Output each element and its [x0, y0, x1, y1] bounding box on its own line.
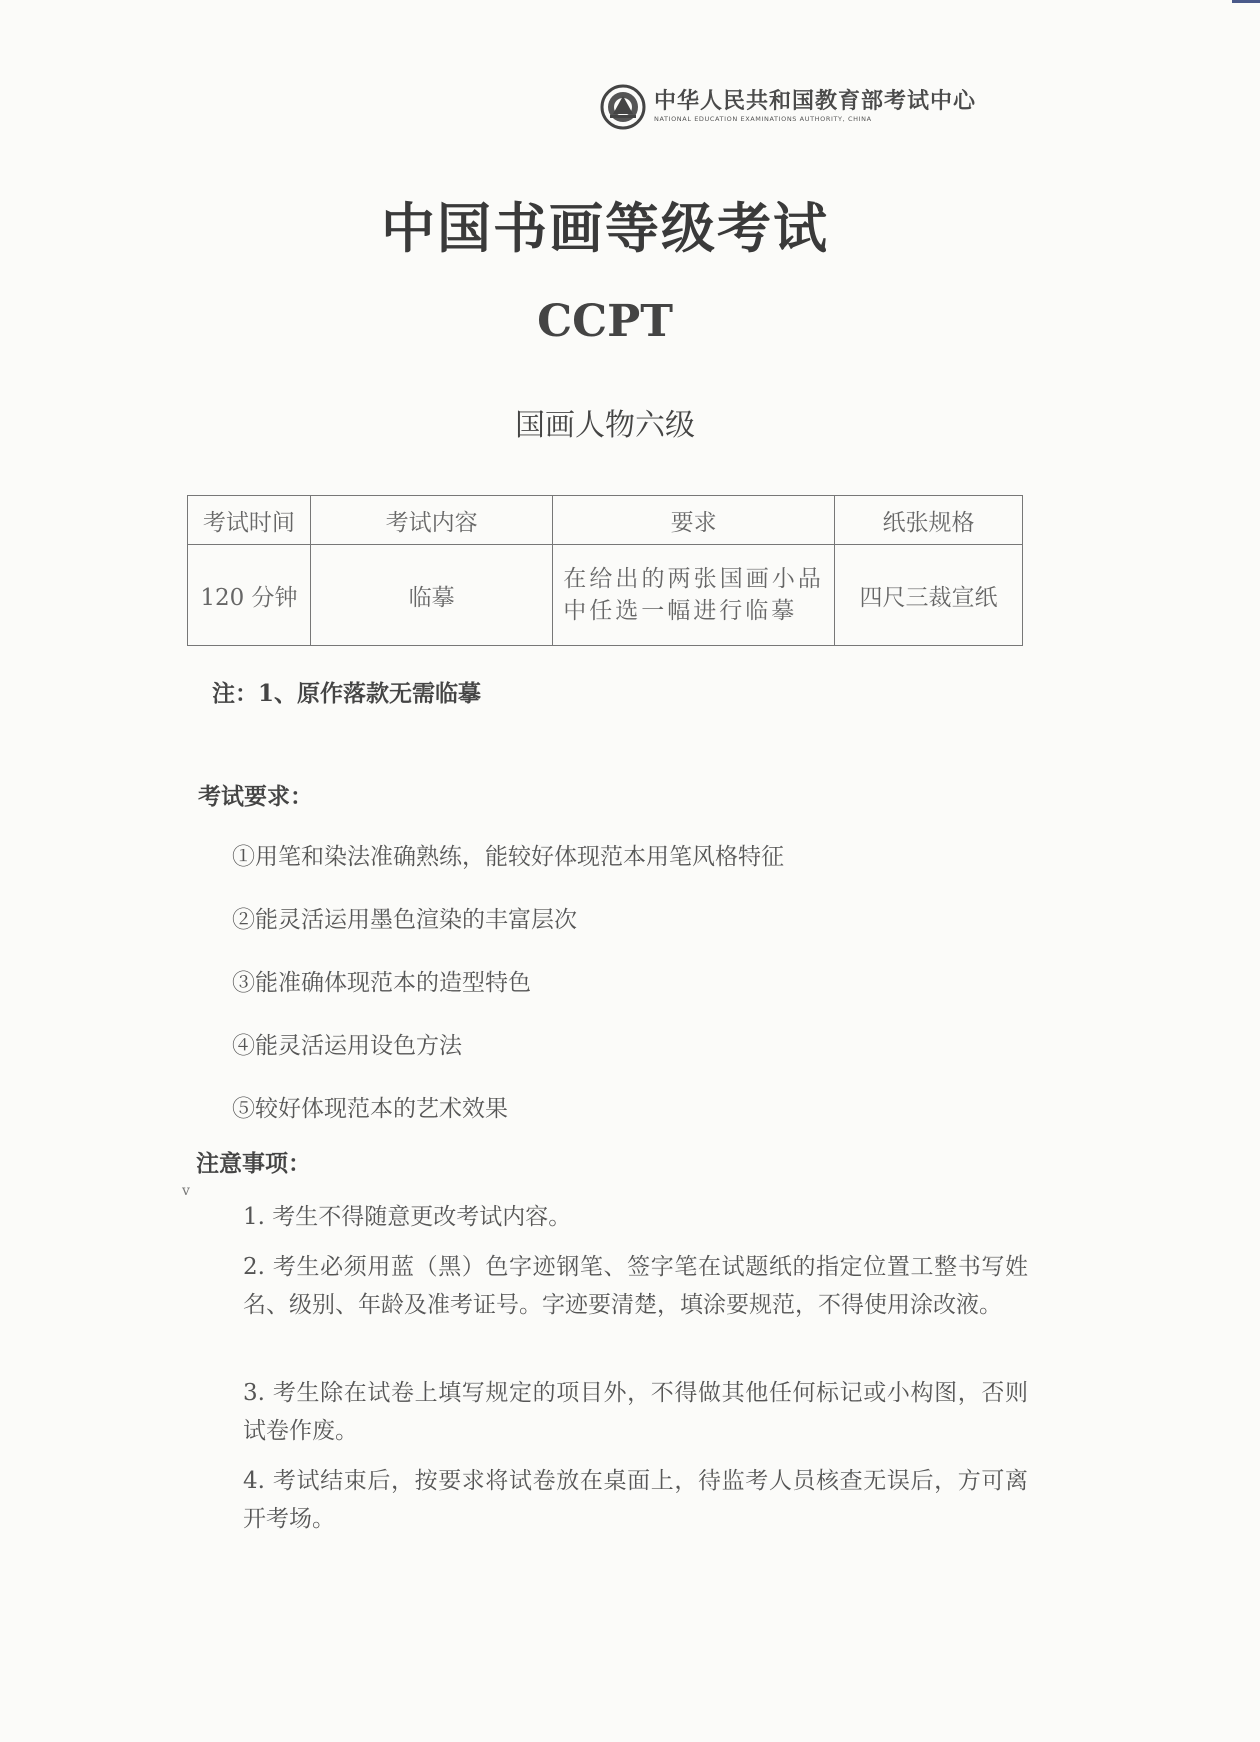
- requirement-item: ④能灵活运用设色方法: [232, 1033, 462, 1059]
- emblem-icon: [600, 84, 646, 130]
- requirement-item: ⑤较好体现范本的艺术效果: [232, 1096, 508, 1122]
- notice-item: 4. 考试结束后，按要求将试卷放在桌面上，待监考人员核查无误后，方可离开考场。: [243, 1468, 1028, 1532]
- cell-paper: 四尺三裁宣纸: [834, 545, 1022, 646]
- header-paper: 纸张规格: [834, 496, 1022, 545]
- corner-mark: [1232, 0, 1260, 3]
- cell-requirement: 在给出的两张国画小品中任选一幅进行临摹: [553, 545, 835, 646]
- notices-title: 注意事项：: [196, 1150, 311, 1177]
- requirements-title: 考试要求：: [198, 783, 313, 810]
- org-name-en: NATIONAL EDUCATION EXAMINATIONS AUTHORITY, CHINA: [654, 115, 872, 123]
- table-note: 注：1、原作落款无需临摹: [212, 680, 482, 707]
- header-logo: [600, 84, 976, 130]
- page-title: 中国书画等级考试: [381, 196, 829, 260]
- notice-item: 3. 考生除在试卷上填写规定的项目外，不得做其他任何标记或小构图，否则试卷作废。: [243, 1380, 1028, 1444]
- header-time: 考试时间: [188, 496, 311, 545]
- header-requirement: 要求: [553, 496, 835, 545]
- table-row: [188, 545, 1023, 646]
- exam-info-table: [187, 495, 1023, 646]
- requirement-item: ①用笔和染法准确熟练，能较好体现范本用笔风格特征: [232, 844, 784, 870]
- exam-level: 国画人物六级: [515, 408, 695, 443]
- requirement-item: ②能灵活运用墨色渲染的丰富层次: [232, 907, 577, 933]
- cell-time: 120 分钟: [188, 545, 311, 646]
- stray-mark: ⅴ: [182, 1183, 190, 1199]
- table-header-row: [188, 496, 1023, 545]
- exam-acronym: CCPT: [537, 296, 673, 347]
- header-content: 考试内容: [310, 496, 552, 545]
- notice-item: 1. 考生不得随意更改考试内容。: [243, 1204, 572, 1230]
- cell-content: 临摹: [310, 545, 552, 646]
- notice-item: 2. 考生必须用蓝（黑）色字迹钢笔、签字笔在试题纸的指定位置工整书写姓名、级别、年龄及准考证号。字迹要清楚，填涂要规范，不得使用涂改液。: [243, 1254, 1028, 1318]
- requirement-item: ③能准确体现范本的造型特色: [232, 970, 531, 996]
- org-name-cn: 中华人民共和国教育部考试中心: [654, 89, 977, 114]
